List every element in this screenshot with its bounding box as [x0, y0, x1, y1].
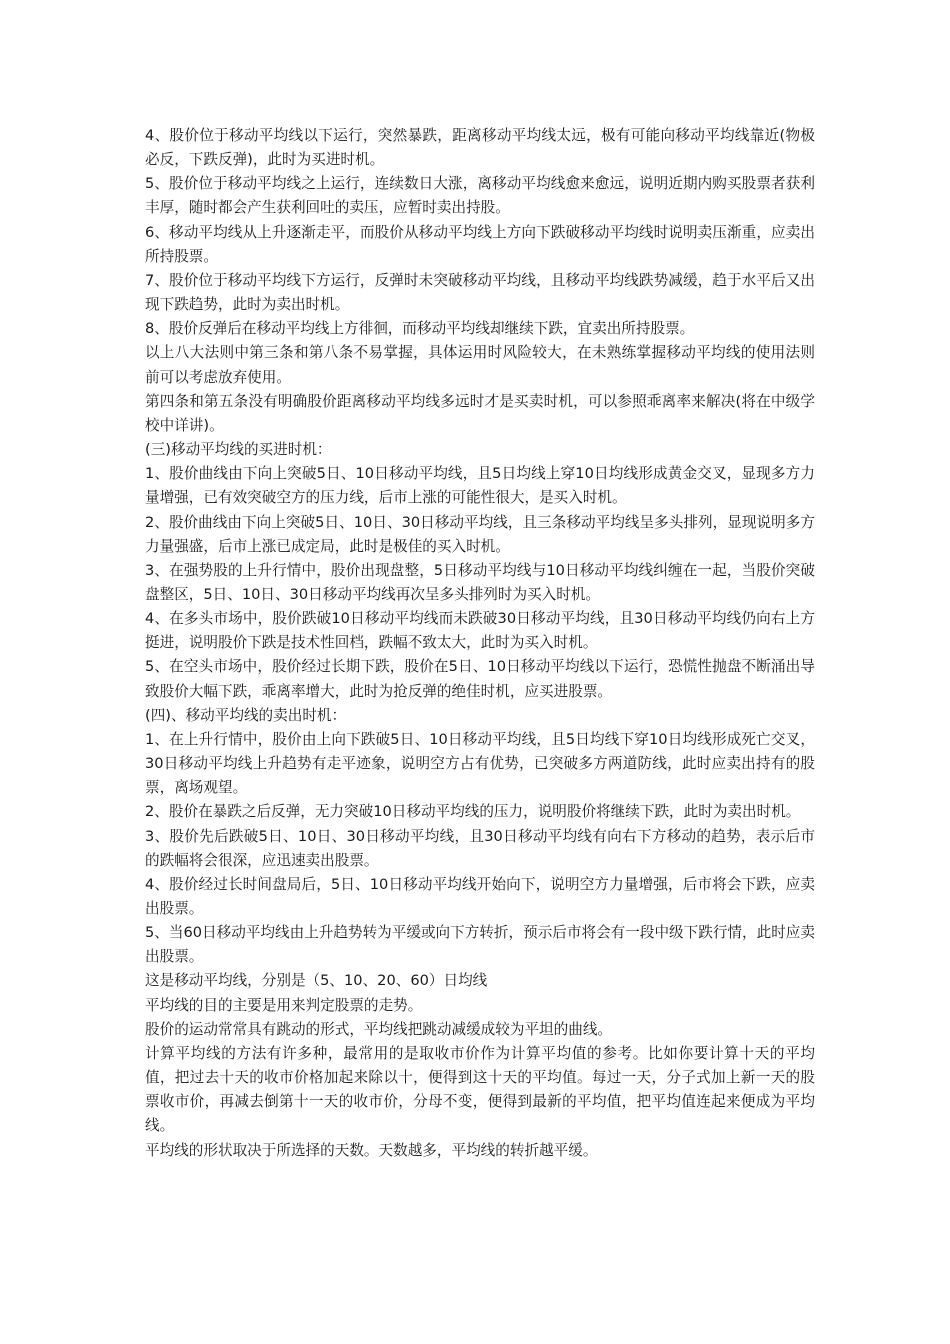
paragraph-buy-timing-1: 1、股价曲线由下向上突破5日、10日移动平均线，且5日均线上穿10日均线形成黄金交叉，显现多方力量增强，已有效突破空方的压力线，后市上涨的可能性很大，是买入时机。: [145, 465, 815, 507]
paragraph-sell-rule-8: 8、股价反弹后在移动平均线上方徘徊，而移动平均线却继续下跌，宜卖出所持股票。: [145, 320, 695, 338]
paragraph-sell-rule-7: 7、股价位于移动平均线下方运行，反弹时未突破移动平均线，且移动平均线跌势减缓，趋于水平后又出现下跌趋势，此时为卖出时机。: [145, 271, 815, 314]
section-heading-sell-timing: (四)、移动平均线的卖出时机：: [145, 706, 347, 724]
paragraph-sell-timing-2: 2、股价在暴跌之后反弹，无力突破10日移动平均线的压力，说明股价将继续下跌，此时为卖出时机。: [145, 803, 801, 821]
paragraph-ma-smoothing: 股价的运动常常具有跳动的形式，平均线把跳动减缓成较为平坦的曲线。: [145, 1020, 613, 1038]
paragraph-sell-timing-3: 3、股价先后跌破5日、10日、30日移动平均线，且30日移动平均线有向右下方移动的趋势，表示后市的跌幅将会很深，应迅速卖出股票。: [145, 827, 815, 869]
paragraph-sell-rule-5: 5、股价位于移动平均线之上运行，连续数日大涨，离移动平均线愈来愈远，说明近期内购买股票者获利丰厚，随时都会产生获利回吐的卖压，应暂时卖出持股。: [145, 175, 815, 217]
paragraph-note-rules-3-8: 以上八大法则中第三条和第八条不易掌握，具体运用时风险较大，在未熟练掌握移动平均线的使用法则前可以考虑放弃使用。: [145, 344, 815, 386]
paragraph-buy-timing-5: 5、在空头市场中，股价经过长期下跌，股价在5日、10日移动平均线以下运行，恐慌性抛盘不断涌出导致股价大幅下跌，乖离率增大，此时为抢反弹的绝佳时机，应买进股票。: [145, 658, 815, 700]
paragraph-ma-calculation: 计算平均线的方法有许多种，最常用的是取收市价作为计算平均值的参考。比如你要计算十天的平均值，把过去十天的收市价格加起来除以十，便得到这十天的平均值。每过一天，分子式加上新一天的股票收市价，再减去倒第十一天的收市价，分母不变，便得到最新的平均值，把平均值连起来便成为平均线。: [145, 1044, 815, 1135]
paragraph-sell-timing-4: 4、股价经过长时间盘局后，5日、10日移动平均线开始向下，说明空方力量增强，后市将会下跌，应卖出股票。: [145, 875, 815, 917]
document-body: [145, 124, 815, 1163]
paragraph-ma-purpose: 平均线的目的主要是用来判定股票的走势。: [145, 996, 423, 1014]
paragraph-ma-shape: 平均线的形状取决于所选择的天数。天数越多，平均线的转折越平缓。: [145, 1141, 598, 1159]
paragraph-buy-timing-4: 4、在多头市场中，股价跌破10日移动平均线而未跌破30日移动平均线，且30日移动平均线仍向右上方挺进，说明股价下跌是技术性回档，跌幅不致太大，此时为买入时机。: [145, 610, 815, 652]
paragraph-ma-intro: 这是移动平均线，分别是（5、10、20、60）日均线: [145, 972, 488, 990]
paragraph-note-rules-4-5: 第四条和第五条没有明确股价距离移动平均线多远时才是买卖时机，可以参照乖离率来解决(将在中级学校中详讲)。: [145, 392, 815, 434]
paragraph-buy-timing-3: 3、在强势股的上升行情中，股价出现盘整，5日移动平均线与10日移动平均线纠缠在一起，当股价突破盘整区，5日、10日、30日移动平均线再次呈多头排列时为买入时机。: [145, 561, 815, 603]
section-heading-buy-timing: (三)移动平均线的买进时机：: [145, 441, 332, 459]
paragraph-sell-rule-6: 6、移动平均线从上升逐渐走平，而股价从移动平均线上方向下跌破移动平均线时说明卖压渐重，应卖出所持股票。: [145, 223, 815, 265]
paragraph-buy-rule-4: 4、股价位于移动平均线以下运行，突然暴跌，距离移动平均线太远，极有可能向移动平均线靠近(物极必反，下跌反弹)，此时为买进时机。: [145, 127, 815, 169]
paragraph-sell-timing-5: 5、当60日移动平均线由上升趋势转为平缓或向下方转折，预示后市将会有一段中级下跌行情，此时应卖出股票。: [145, 924, 815, 966]
paragraph-sell-timing-1: 1、在上升行情中，股价由上向下跌破5日、10日移动平均线，且5日均线下穿10日均线形成死亡交叉，30日移动平均线上升趋势有走平迹象，说明空方占有优势，已突破多方两道防线，此时应卖出持有的股票，离场观望。: [145, 730, 815, 797]
paragraph-buy-timing-2: 2、股价曲线由下向上突破5日、10日、30日移动平均线，且三条移动平均线呈多头排列，显现说明多方力量强盛，后市上涨已成定局，此时是极佳的买入时机。: [145, 513, 815, 555]
